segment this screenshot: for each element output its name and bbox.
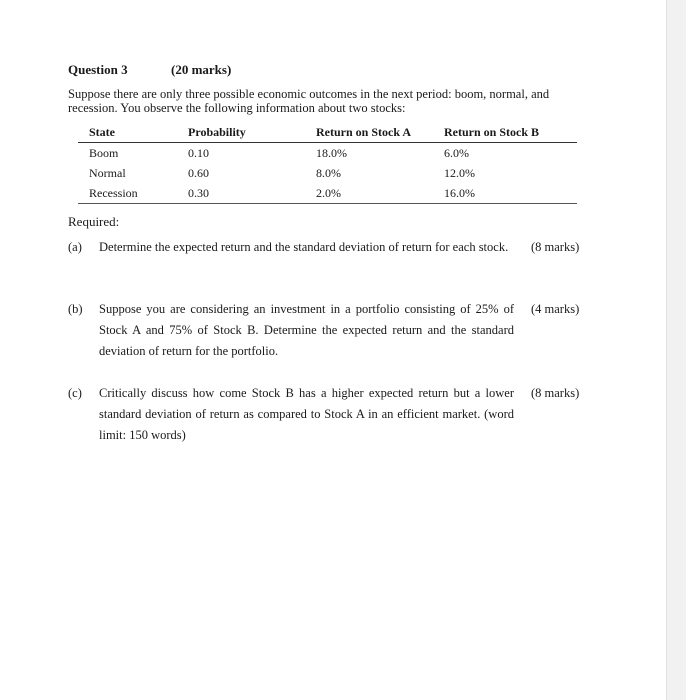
returns-table	[78, 125, 577, 204]
cell-probability: 0.10	[188, 145, 209, 160]
question-intro: Suppose there are only three possible economic outcomes in the next period: boom, normal, and recession. You observe the following information about two stocks:	[68, 87, 550, 115]
cell-return-a: 18.0%	[316, 145, 347, 160]
header-probability: Probability	[188, 125, 316, 143]
part-marks: (8 marks)	[531, 386, 580, 400]
part-marks: (8 marks)	[531, 240, 580, 254]
question-marks: (20 marks)	[171, 62, 232, 77]
table-row	[78, 183, 577, 204]
part-text: Suppose you are considering an investment in a portfolio consisting of 25% of Stock A and 75% of Stock B. Determine the expected return and the standard deviation of return for the portfolio.	[99, 302, 514, 358]
part-text: Determine the expected return and the standard deviation of return for each stock.	[99, 240, 509, 254]
header-return-b: Return on Stock B	[444, 125, 577, 143]
part-label: (c)	[68, 386, 82, 400]
question-heading	[68, 62, 232, 78]
part-label: (a)	[68, 240, 82, 254]
part-marks: (4 marks)	[531, 302, 580, 316]
header-state: State	[78, 125, 188, 143]
table-row	[78, 163, 577, 183]
cell-probability: 0.30	[188, 183, 316, 204]
cell-return-b: 16.0%	[444, 183, 577, 204]
table-header-row	[78, 125, 577, 143]
part-label: (b)	[68, 302, 83, 316]
cell-state: Boom	[89, 145, 119, 160]
cell-probability: 0.60	[188, 165, 209, 180]
part-text: Critically discuss how come Stock B has a higher expected return but a lower standard deviation of return as compared to Stock A in an efficient market. (word limit: 150 words)	[99, 386, 514, 442]
scrollbar-track[interactable]	[666, 0, 686, 700]
cell-return-b: 12.0%	[444, 165, 475, 180]
question-title: Question 3	[68, 62, 128, 77]
required-label: Required:	[68, 214, 120, 229]
table-row	[78, 143, 577, 164]
cell-return-a: 2.0%	[316, 183, 444, 204]
cell-return-a: 8.0%	[316, 165, 341, 180]
header-return-a: Return on Stock A	[316, 125, 444, 143]
cell-state: Normal	[89, 165, 126, 180]
cell-return-b: 6.0%	[444, 145, 469, 160]
cell-state: Recession	[78, 183, 188, 204]
